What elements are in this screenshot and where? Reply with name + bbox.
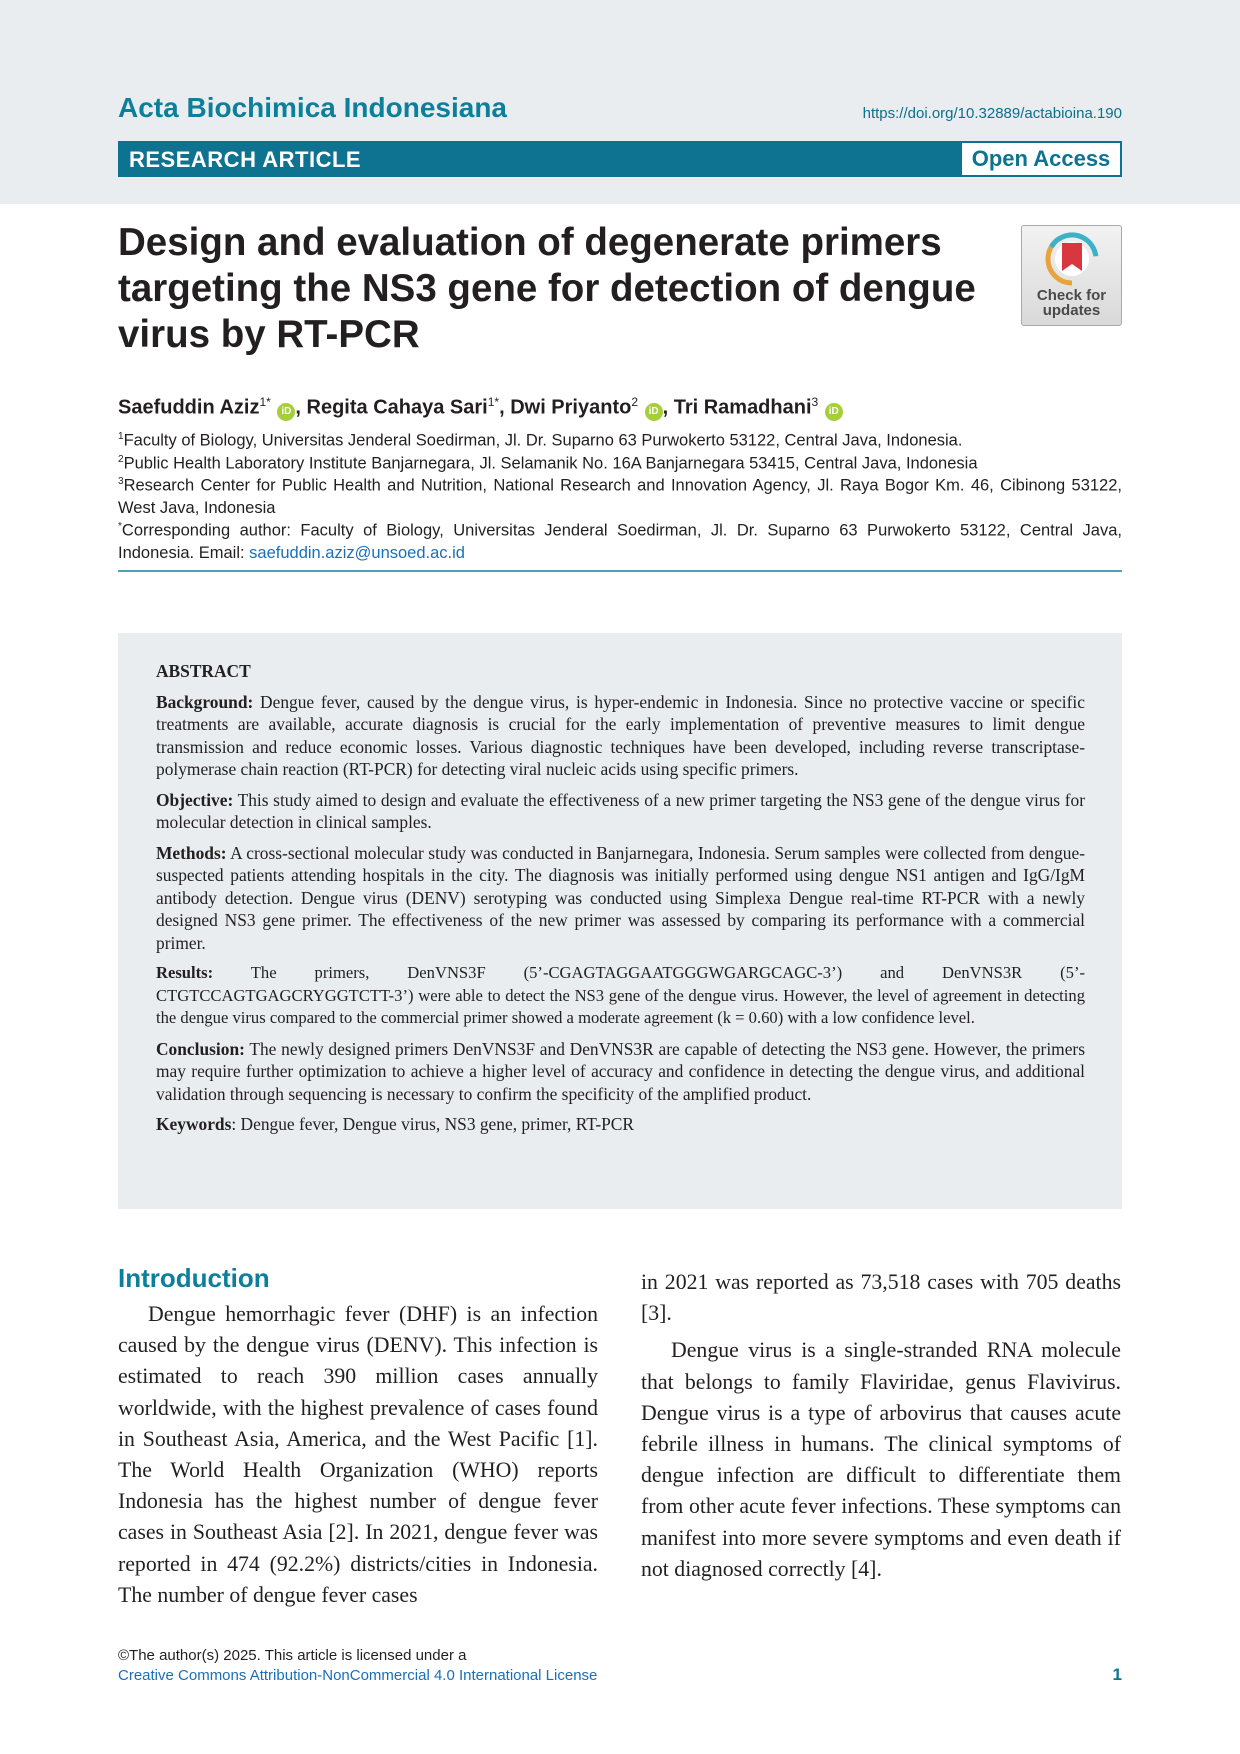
orcid-icon[interactable]: iD <box>645 403 663 421</box>
author-name[interactable]: Saefuddin Aziz <box>118 396 260 419</box>
author-name[interactable]: Regita Cahaya Sari <box>306 396 488 419</box>
abstract-objective: Objective: This study aimed to design and evaluate the effectiveness of a new primer targeting the NS3 gene of the dengue virus for molecular detection in clinical samples. <box>156 789 1085 832</box>
affiliation-1: $^1$Faculty of Biology, Universitas Jenderal Soedirman, Jl. Dr. Suparno 63 Purwokerto 53122, Central Java, Indonesia. <box>118 431 963 450</box>
orcid-icon[interactable]: iD <box>825 403 843 421</box>
page-number: 1 <box>1112 1665 1122 1684</box>
article-title: Design and evaluation of degenerate primers targeting the NS3 gene for detection of dengue virus by RT-PCR <box>118 221 976 356</box>
article-type-label: RESEARCH ARTICLE <box>129 147 362 172</box>
check-for-updates-label: Check for updates <box>1036 287 1107 319</box>
open-access-badge <box>962 143 1120 175</box>
divider <box>118 570 1122 572</box>
introduction-heading: Introduction <box>118 1263 270 1293</box>
article-type-bar <box>118 141 1122 177</box>
license-link[interactable]: Creative Commons Attribution-NonCommercial 4.0 International License <box>118 1667 598 1684</box>
abstract-heading: ABSTRACT <box>156 661 251 681</box>
introduction-paragraph: Dengue hemorrhagic fever (DHF) is an infection caused by the dengue virus (DENV). This infection is estimated to reach 390 million cases annually worldwide, with the highest prevalence of cases found in Southeast Asia, America, and the West Pacific [1]. The World Health Organization (WHO) reports Indonesia has the highest number of dengue fever cases in Southeast Asia [2]. In 2021, dengue fever was reported in 474 (92.2%) districts/cities in Indonesia. The number of dengue fever cases <box>118 1302 598 1607</box>
orcid-icon[interactable]: iD <box>277 403 295 421</box>
open-access-label: Open Access <box>971 146 1111 171</box>
affiliation-2: $^2$Public Health Laboratory Institute Banjarnegara, Jl. Selamanik No. 16A Banjarnegara 53415, Central Java, Indonesia <box>118 454 978 473</box>
author-name[interactable]: Tri Ramadhani <box>673 396 812 419</box>
abstract-conclusion: Conclusion: The newly designed primers DenVNS3F and DenVNS3R are capable of detecting the NS3 gene. However, the primers may require further optimization to achieve a higher level of accuracy and confidence in detecting the dengue virus, and additional validation through sequencing is necessary to confirm the specificity of the amplified product. <box>156 1038 1085 1104</box>
abstract-box <box>118 633 1122 1209</box>
doi-link[interactable]: https://doi.org/10.32889/actabioina.190 <box>862 105 1122 122</box>
abstract-methods: Methods: A cross-sectional molecular study was conducted in Banjarnegara, Indonesia. Serum samples were collected from dengue-suspected patients attending hospitals in the city. The diagnosis was initially performed using dengue NS1 antigen and IgG/IgM antibody detection. Dengue virus (DENV) serotyping was conducted using Simplexa Dengue real-time RT-PCR with a newly designed NS3 gene primer. The effectiveness of the new primer was assessed by comparing its performance with a commercial primer. <box>156 842 1085 953</box>
introduction-left-column <box>118 1263 598 1611</box>
author-name[interactable]: Dwi Priyanto <box>510 396 632 419</box>
crossmark-icon <box>1022 226 1123 288</box>
author-list: Saefuddin Aziz$^{1*}$ iD , Regita Cahaya Sari$^{1*}$, Dwi Priyanto$^2$ iD , Tri Ramadhani$^3$ iD <box>118 395 843 421</box>
journal-name[interactable]: Acta Biochimica Indonesiana <box>118 92 507 123</box>
introduction-paragraph: Dengue virus is a single-stranded RNA molecule that belongs to family Flaviridae, genus Flavivirus. Dengue virus is a type of arbovirus that causes acute febrile illness in humans. The clinical symptoms of dengue infection are difficult to differentiate them from other acute fever infections. These symptoms can manifest into more severe symptoms and even death if not diagnosed correctly [4]. <box>641 1338 1121 1581</box>
license-note: ©The author(s) 2025. This article is licensed under a <box>118 1647 467 1664</box>
introduction-right-column <box>641 1267 1121 1585</box>
affiliation-3: $^3$Research Center for Public Health and Nutrition, National Research and Innovation Agency, Jl. Raya Bogor Km. 46, Cibinong 53122, West Java, Indonesia <box>118 476 1122 517</box>
abstract-results: Results: The primers, DenVNS3F (5’-CGAGTAGGAATGGGWGARGCAGC-3’) and DenVNS3R (5’-CTGTCCAGTGAGCRYGGTCTT-3’) were able to detect the NS3 gene of the dengue virus. However, the level of agreement in detecting the dengue virus compared to the commercial primer showed a moderate agreement (k = 0.60) with a low confidence level. <box>156 963 1085 1027</box>
abstract-background: Background: Dengue fever, caused by the dengue virus, is hyper-endemic in Indonesia. Since no protective vaccine or specific treatments are available, accurate diagnosis is crucial for the early implementation of preventive measures to limit dengue transmission and reduce economic losses. Various diagnostic techniques have been developed, including reverse transcriptase-polymerase chain reaction (RT-PCR) for detecting viral nucleic acids using specific primers. <box>156 691 1085 779</box>
introduction-paragraph: in 2021 was reported as 73,518 cases with 705 deaths [3]. <box>641 1270 1121 1326</box>
email-link[interactable]: saefuddin.aziz@unsoed.ac.id <box>249 544 465 562</box>
check-for-updates-button[interactable] <box>1021 225 1122 326</box>
abstract-keywords: Keywords: Dengue fever, Dengue virus, NS3 gene, primer, RT-PCR <box>156 1114 634 1134</box>
corresponding-author: *Corresponding author: Faculty of Biology, Universitas Jenderal Soedirman, Jl. Dr. Suparno 63 Purwokerto 53122, Central Java, Indonesia. Email: saefuddin.aziz@unsoed.ac.id <box>118 521 1122 562</box>
